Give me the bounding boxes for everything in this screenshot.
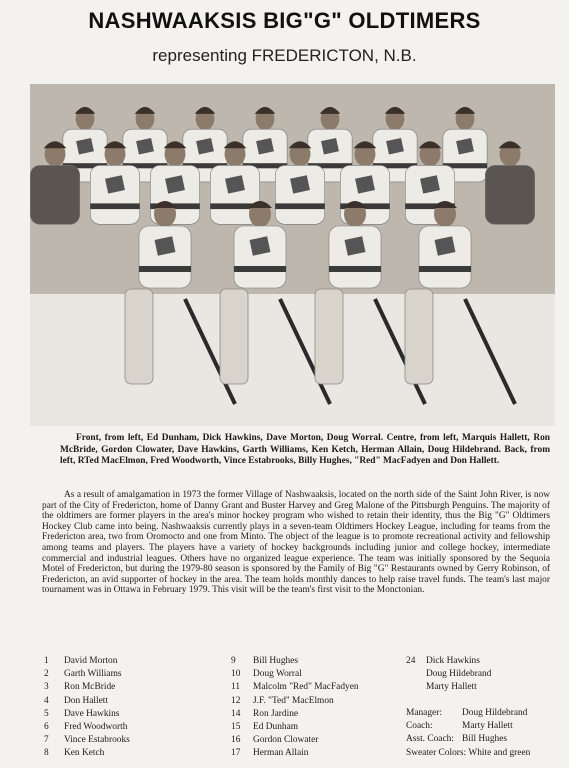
page-subtitle: representing FREDERICTON, N.B.	[152, 46, 417, 65]
sweater-stripe	[139, 266, 191, 272]
player-name: Don Hallett	[64, 695, 109, 706]
player-name: Ron Jardine	[253, 708, 299, 719]
player-sweater	[90, 165, 139, 224]
player-name: Dick Hawkins	[426, 656, 480, 666]
roster-entry	[44, 747, 130, 760]
jersey-number: 9	[231, 656, 236, 666]
roster-column-2	[231, 655, 359, 761]
player-name: Malcolm "Red" MacFadyen	[253, 682, 359, 693]
jersey-number: 2	[44, 669, 49, 680]
player-name: Dave Hawkins	[64, 708, 120, 719]
player-sweater	[30, 165, 79, 224]
player-sweater	[329, 226, 381, 288]
staff-role: Manager:	[406, 708, 442, 718]
photo-caption: Front, from left, Ed Dunham, Dick Hawkins, Dave Morton, Doug Worral. Centre, from left, Marquis Hallett, Ron McBride, Gordon Clowater, Dave Hawkins, Garth Williams, Ken Ketch, Herman Allain, Doug Hildebrand. Back, from left, RTed MacElmon, Fred Woodworth, Vince Estabrooks, Billy Hughes, "Red" MacFadyen and Don Hallett.	[60, 433, 550, 467]
roster-entry	[44, 708, 130, 721]
jersey-number: 6	[44, 722, 49, 733]
roster-entry	[44, 695, 130, 708]
staff-role: Sweater Colors:	[406, 747, 467, 758]
roster-entry	[44, 668, 130, 681]
roster-entry	[231, 734, 359, 747]
jersey-number: 4	[44, 695, 49, 706]
player-name: Ron McBride	[64, 682, 116, 693]
player-name: Bill Hughes	[253, 656, 299, 666]
player-name: Herman Allain	[253, 748, 309, 759]
team-photo	[30, 84, 555, 426]
page-title: NASHWAAKSIS BIG"G" OLDTIMERS	[88, 8, 481, 33]
roster-entry	[44, 681, 130, 694]
jersey-number: 3	[44, 682, 49, 693]
roster-column-3	[406, 655, 491, 695]
roster-entry	[231, 668, 359, 681]
player-name: Gordon Clowater	[253, 735, 319, 746]
team-staff	[406, 707, 530, 760]
staff-entry	[406, 707, 530, 720]
staff-role: Coach:	[406, 721, 433, 732]
player-name: Marty Hallett	[426, 682, 477, 693]
roster-entry	[44, 734, 130, 747]
player-sweater	[234, 226, 286, 288]
player-name: Garth Williams	[64, 669, 122, 680]
goalie-pad	[220, 289, 248, 384]
roster-entry	[44, 655, 130, 668]
roster-entry	[231, 695, 359, 708]
ice-surface	[30, 294, 555, 426]
sweater-stripe	[275, 203, 324, 209]
player-name: Doug Worral	[253, 669, 302, 680]
player-name: Ken Ketch	[64, 748, 105, 759]
staff-name: Doug Hildebrand	[462, 708, 528, 718]
jersey-number: 15	[231, 722, 241, 733]
jersey-number: 7	[44, 735, 49, 746]
player-name: Vince Estabrooks	[64, 735, 130, 746]
jersey-number: 11	[231, 682, 241, 693]
player-name: Fred Woodworth	[64, 722, 128, 733]
jersey-number: 8	[44, 748, 49, 759]
jersey-number: 17	[231, 748, 241, 759]
sweater-stripe	[419, 266, 471, 272]
goalie-pad	[405, 289, 433, 384]
staff-entry	[406, 733, 530, 746]
jersey-number: 1	[44, 656, 49, 666]
sweater-stripe	[90, 203, 139, 209]
roster-entry	[44, 721, 130, 734]
roster-entry	[231, 708, 359, 721]
staff-name: Bill Hughes	[462, 734, 508, 745]
jersey-number: 24	[406, 656, 416, 666]
jersey-number: 5	[44, 708, 49, 719]
roster-entry	[406, 655, 491, 668]
staff-entry	[406, 747, 530, 760]
sweater-stripe	[329, 266, 381, 272]
roster-entry	[406, 668, 491, 681]
player-name: Doug Hildebrand	[426, 669, 492, 680]
goalie-pad	[125, 289, 153, 384]
roster-entry	[231, 681, 359, 694]
goalie-pad	[315, 289, 343, 384]
roster-entry	[231, 655, 359, 668]
player-name: David Morton	[64, 656, 118, 666]
roster-entry	[231, 721, 359, 734]
team-history-paragraph: As a result of amalgamation in 1973 the former Village of Nashwaaksis, located on the north side of the Saint John River, is now part of the City of Fredericton, home of Danny Grant and Buster Harvey and Greg Malone of the Pittsburgh Penguins. The majority of the oldtimers are former players in the area's minor hockey program who wished to retain their identity, thus the Big "G" Oldtimers Hockey Club came into being. Nashwaaksis currently plays in a seven-team Oldtimers Hockey League, including for teams from the Fredericton area, two from Oromocto and one from Minto. The object of the league is to promote recreational activity and fellowship among teams and players. The players have a variety of hockey backgrounds including junior and college hockey, intermediate commercial and industrial leagues. Others have no organized league experience. The team was initially sponsored by the Sequoia Motel of Fredericton, but during the 1979-80 season is sponsored by the Family of Big "G" Restaurants owned by Gerry Robinson, of Fredericton, an avid supporter of hockey in the area. The team holds monthly dances to help raise travel funds. The team's last major tournament was in Ottawa in February 1979. This visit will be the team's first visit to the Monctonian.	[42, 490, 550, 596]
staff-entry	[406, 720, 530, 733]
roster-entry	[231, 747, 359, 760]
player-sweater	[485, 165, 534, 224]
jersey-number: 16	[231, 735, 241, 746]
jersey-number: 12	[231, 695, 241, 706]
player-name: J.F. "Ted" MacElmon	[253, 695, 334, 706]
sweater-stripe	[234, 266, 286, 272]
player-sweater	[419, 226, 471, 288]
player-sweater	[139, 226, 191, 288]
staff-name: Marty Hallett	[462, 721, 513, 732]
jersey-number: 14	[231, 708, 241, 719]
staff-role: Asst. Coach:	[406, 734, 454, 745]
staff-name: White and green	[468, 747, 531, 758]
roster-column-1	[44, 655, 130, 761]
jersey-number: 10	[231, 669, 241, 680]
player-sweater	[275, 165, 324, 224]
player-name: Ed Dunham	[253, 722, 299, 733]
roster-entry	[406, 681, 491, 694]
team-photo-illustration	[30, 84, 555, 426]
